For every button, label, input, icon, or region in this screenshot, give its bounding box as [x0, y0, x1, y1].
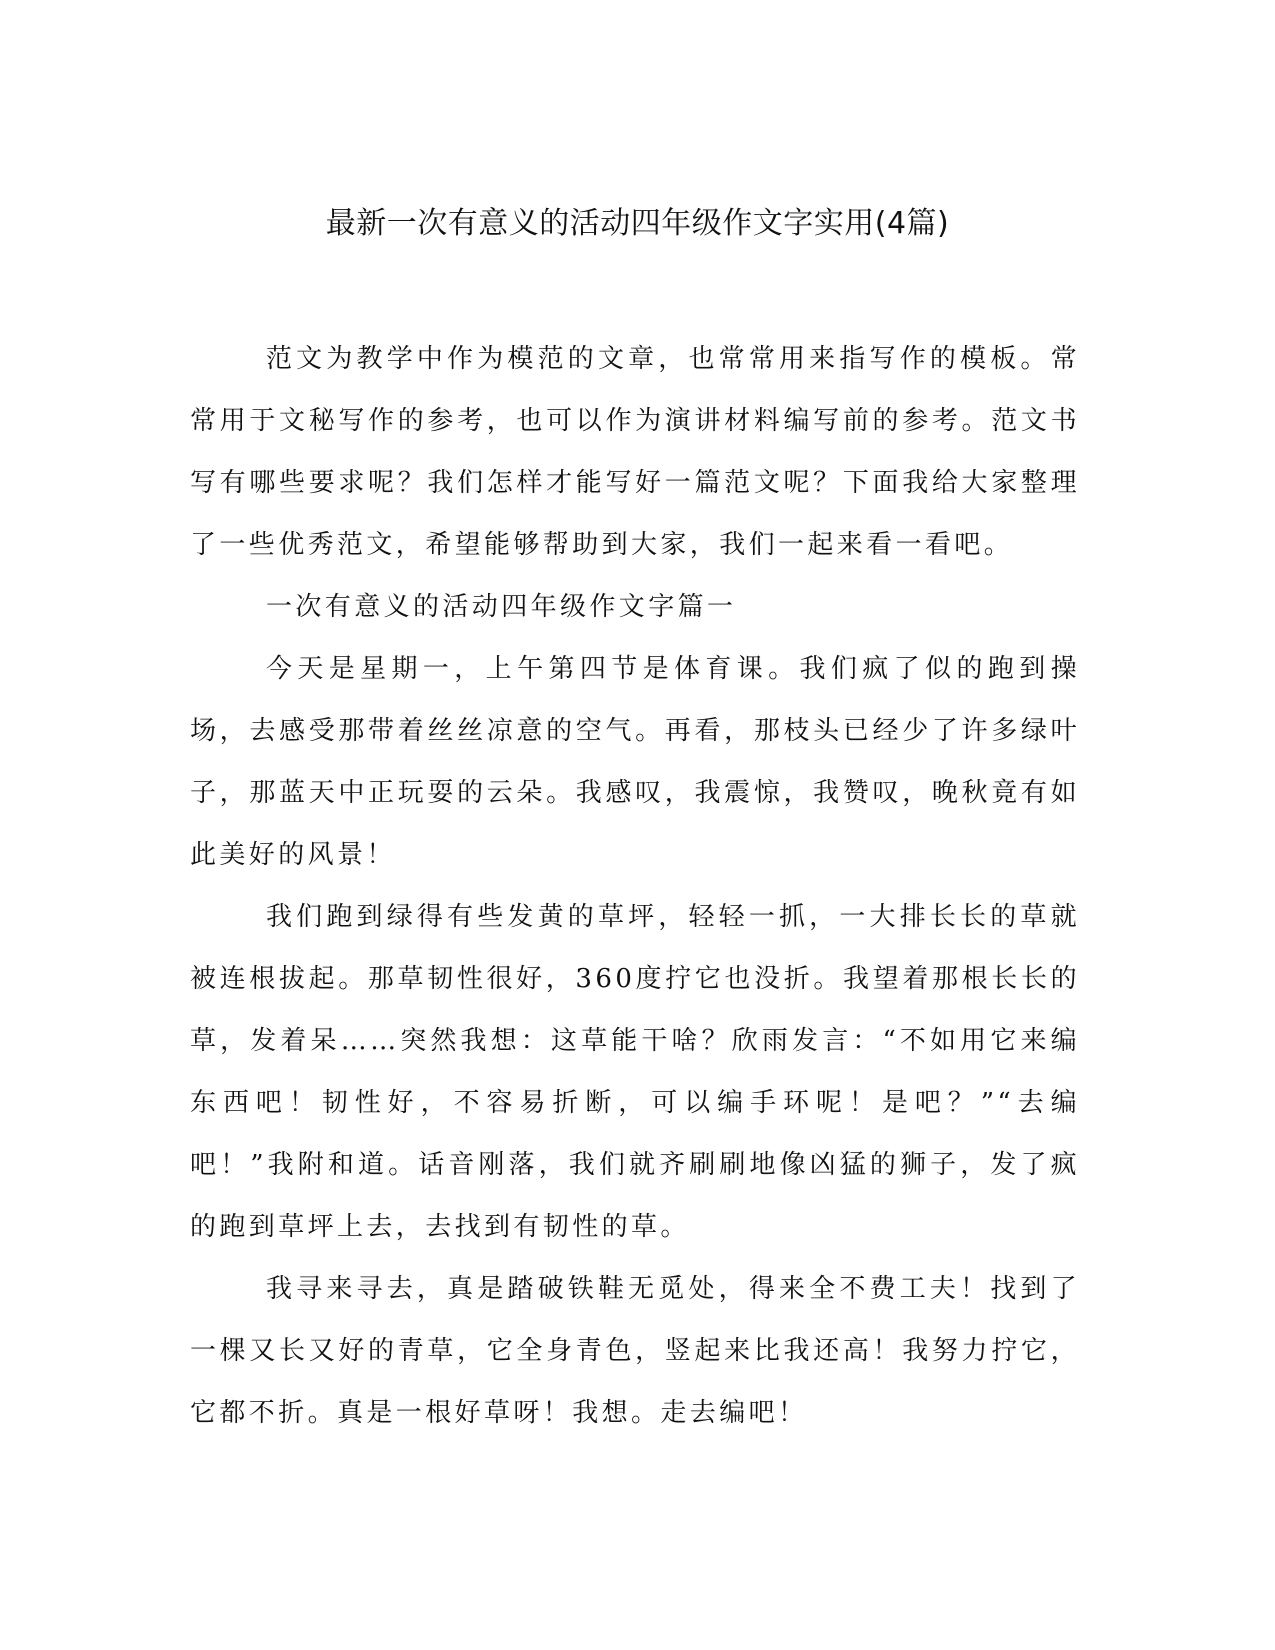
intro-paragraph: 范文为教学中作为模范的文章，也常常用来指写作的模板。常常用于文秘写作的参考，也可以作为演讲材料编写前的参考。范文书写有哪些要求呢？我们怎样才能写好一篇范文呢？下面我给大家整理了一些优秀范文，希望能够帮助到大家，我们一起来看一看吧。: [190, 344, 1080, 560]
document-title: 最新一次有意义的活动四年级作文字实用(4篇): [325, 206, 950, 241]
section-heading: 一次有意义的活动四年级作文字篇一: [266, 592, 737, 622]
body-paragraph: 我们跑到绿得有些发黄的草坪，轻轻一抓，一大排长长的草就被连根拔起。那草韧性很好，360度拧它也没折。我望着那根长长的草，发着呆……突然我想：这草能干啥？欣雨发言：“不如用它来编东西吧！韧性好，不容易折断，可以编手环呢！是吧？”“去编吧！”我附和道。话音刚落，我们就齐刷刷地像凶猛的狮子，发了疯的跑到草坪上去，去找到有韧性的草。: [190, 902, 1080, 1242]
body-paragraph: 今天是星期一，上午第四节是体育课。我们疯了似的跑到操场，去感受那带着丝丝凉意的空气。再看，那枝头已经少了许多绿叶子，那蓝天中正玩耍的云朵。我感叹，我震惊，我赞叹，晚秋竟有如此美好的风景！: [190, 654, 1080, 870]
body-paragraph: 我寻来寻去，真是踏破铁鞋无觅处，得来全不费工夫！找到了一棵又长又好的青草，它全身青色，竖起来比我还高！我努力拧它，它都不折。真是一根好草呀！我想。走去编吧！: [190, 1274, 1080, 1428]
document-body: [190, 328, 1080, 1444]
